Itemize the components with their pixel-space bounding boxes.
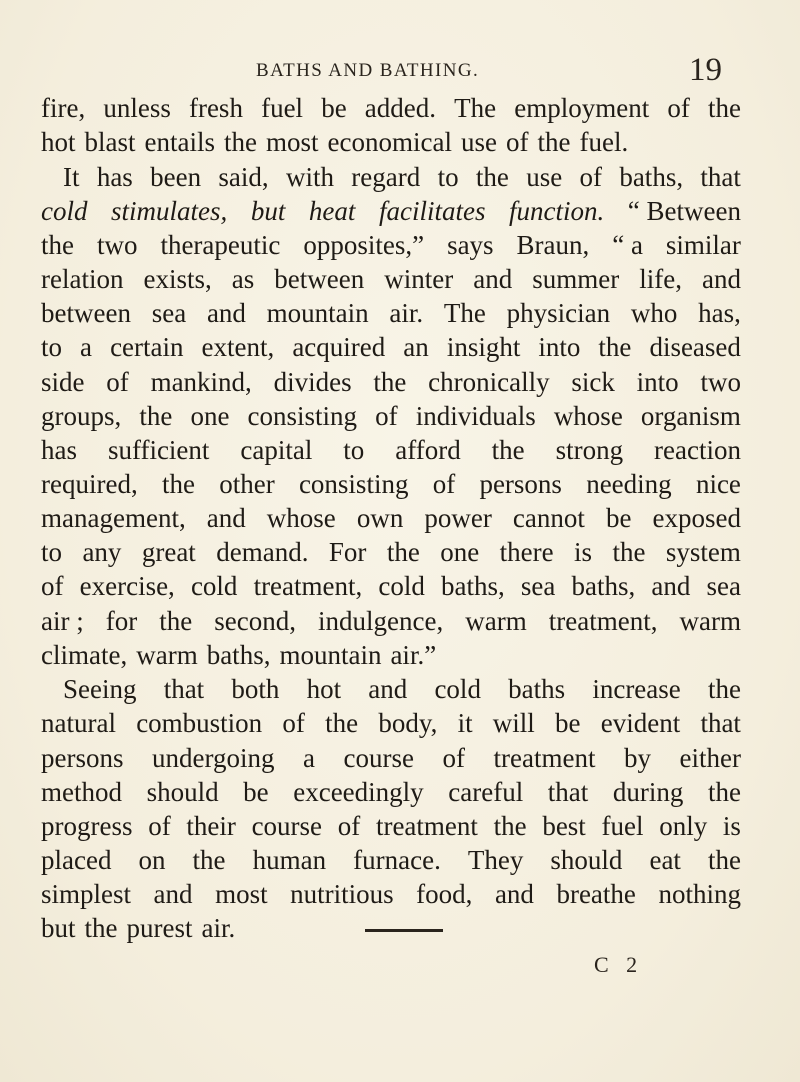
word: into — [538, 332, 581, 362]
text-line — [41, 810, 741, 842]
word: employment — [514, 93, 650, 123]
word: the — [707, 674, 741, 704]
word: both — [231, 674, 280, 704]
word: says — [447, 230, 494, 260]
word: persons — [479, 469, 562, 499]
word: consisting — [247, 401, 358, 431]
text-line — [63, 161, 741, 193]
word: and — [153, 879, 193, 909]
word: nothing — [658, 879, 741, 909]
word: required, — [41, 469, 138, 499]
word: two — [700, 367, 741, 397]
word: second, — [214, 606, 296, 636]
word: of — [148, 811, 171, 841]
word: the — [161, 469, 195, 499]
text-line — [41, 639, 741, 671]
word: and — [651, 571, 691, 601]
word: should — [146, 777, 219, 807]
word: to — [41, 537, 63, 567]
word: mankind, — [150, 367, 252, 397]
word: power — [424, 503, 492, 533]
word: between — [274, 264, 365, 294]
word: to — [343, 435, 365, 465]
word: be — [605, 503, 632, 533]
word: the — [224, 127, 257, 157]
word: who — [630, 298, 678, 328]
word: any — [82, 537, 122, 567]
word: the — [475, 162, 509, 192]
text-line — [41, 570, 741, 602]
word: cold — [434, 674, 481, 704]
word: there — [499, 537, 554, 567]
word: afford — [395, 435, 461, 465]
word: baths, — [441, 571, 505, 601]
word: natural — [41, 708, 116, 738]
word: treatment, — [548, 606, 658, 636]
word: warm — [136, 640, 198, 670]
word: whose — [266, 503, 336, 533]
word: cold — [378, 571, 425, 601]
word: for — [105, 606, 138, 636]
word: of — [505, 127, 529, 157]
word: indulgence, — [318, 606, 444, 636]
word: is — [574, 537, 593, 567]
word: and — [206, 503, 246, 533]
word: baths — [508, 674, 566, 704]
word: persons — [41, 743, 124, 773]
word: system — [665, 537, 741, 567]
word: chronically — [428, 367, 550, 397]
word: that — [700, 708, 741, 738]
word: the — [192, 845, 226, 875]
word: strong — [555, 435, 624, 465]
word: fresh — [188, 93, 243, 123]
word: but — [250, 196, 286, 226]
text-line — [41, 434, 741, 466]
word: furnace. — [353, 845, 441, 875]
word: careful — [448, 777, 524, 807]
word: reaction — [654, 435, 741, 465]
word: nice — [695, 469, 741, 499]
word: the — [159, 606, 193, 636]
word: mountain — [266, 298, 369, 328]
word: during — [612, 777, 684, 807]
word: fuel — [261, 93, 304, 123]
word: been — [150, 162, 202, 192]
word: one — [440, 537, 480, 567]
word: into — [636, 367, 679, 397]
word: side — [41, 367, 85, 397]
word: insight — [446, 332, 521, 362]
word: acquired — [292, 332, 386, 362]
word: great — [141, 537, 196, 567]
word: is — [722, 811, 741, 841]
word: function. — [509, 196, 605, 226]
word: exceedingly — [293, 777, 424, 807]
section-rule — [365, 929, 443, 932]
word: Seeing — [63, 674, 137, 704]
word: The — [443, 298, 486, 328]
word: be — [555, 708, 581, 738]
word: only — [659, 811, 708, 841]
word: sea — [706, 571, 741, 601]
word: course — [251, 811, 323, 841]
word: exists, — [143, 264, 212, 294]
word: evident — [600, 708, 681, 738]
word: increase — [592, 674, 681, 704]
word: and — [494, 879, 534, 909]
word: nutritious — [290, 879, 394, 909]
word: stimulates, — [111, 196, 228, 226]
word: sufficient — [107, 435, 210, 465]
word: individuals — [415, 401, 536, 431]
word: regard — [351, 162, 421, 192]
word: undergoing — [152, 743, 275, 773]
word: on — [138, 845, 166, 875]
word: breathe — [556, 879, 636, 909]
word: sick — [571, 367, 615, 397]
word: other — [219, 469, 275, 499]
word: of — [442, 743, 466, 773]
word: best — [542, 811, 586, 841]
text-line — [41, 229, 741, 261]
word: progress — [41, 811, 133, 841]
text-line — [41, 536, 741, 568]
text-line — [63, 673, 741, 705]
word: whose — [553, 401, 623, 431]
word: their — [186, 811, 236, 841]
word: warm — [465, 606, 527, 636]
word: own — [356, 503, 404, 533]
word: by — [624, 743, 651, 773]
word: extent, — [201, 332, 275, 362]
word: baths, — [206, 640, 271, 670]
word: most — [266, 127, 319, 157]
word: most — [215, 879, 268, 909]
word: of — [337, 811, 361, 841]
word: It — [63, 162, 80, 192]
word: of — [106, 367, 129, 397]
word: human — [252, 845, 327, 875]
text-line — [41, 742, 741, 774]
word: sea — [151, 298, 187, 328]
word: to — [41, 332, 63, 362]
text-line — [41, 776, 741, 808]
text-line — [41, 297, 741, 329]
text-line — [41, 195, 741, 227]
word: placed — [41, 845, 112, 875]
word: divides — [273, 367, 352, 397]
word: an — [403, 332, 429, 362]
word: has, — [698, 298, 741, 328]
word: hot — [41, 127, 76, 157]
word: air. — [389, 298, 424, 328]
text-line — [41, 878, 741, 910]
word: the — [537, 127, 571, 157]
word: use — [460, 127, 497, 157]
word: baths, — [571, 571, 636, 601]
word: a — [303, 743, 316, 773]
word: fuel — [601, 811, 644, 841]
word: winter — [384, 264, 454, 294]
word: needing — [586, 469, 672, 499]
text-line — [41, 92, 741, 124]
word: groups, — [41, 401, 122, 431]
word: the — [41, 230, 74, 260]
word: between — [41, 298, 131, 328]
word: and — [702, 264, 741, 294]
word: be — [243, 777, 269, 807]
word: and — [206, 298, 246, 328]
word: one — [190, 401, 230, 431]
word: either — [679, 743, 741, 773]
word: For — [328, 537, 367, 567]
running-head: BATHS AND BATHING. — [256, 60, 480, 81]
word: demand. — [216, 537, 309, 567]
word: Braun, — [516, 230, 590, 260]
word: of — [375, 401, 398, 431]
word: relation — [41, 264, 124, 294]
word: exposed — [652, 503, 741, 533]
word: therapeutic — [160, 230, 281, 260]
word: the — [373, 367, 407, 397]
word: method — [41, 777, 122, 807]
word: be — [321, 93, 347, 123]
text-line — [41, 844, 741, 876]
word: hot — [306, 674, 342, 704]
word: eat — [649, 845, 681, 875]
word: life, — [639, 264, 682, 294]
word: air ; — [41, 606, 84, 636]
word: of — [667, 93, 690, 123]
word: but — [41, 913, 76, 943]
word: the — [386, 537, 420, 567]
word: consisting — [298, 469, 409, 499]
word: the — [612, 537, 646, 567]
text-line — [41, 400, 741, 432]
word: cold — [41, 196, 88, 226]
word: the — [598, 332, 632, 362]
text-line — [41, 707, 741, 739]
word: of — [282, 708, 305, 738]
word: sea — [520, 571, 556, 601]
word: economical — [327, 127, 452, 157]
word: treatment — [493, 743, 596, 773]
word: and — [368, 674, 408, 704]
word: organism — [640, 401, 741, 431]
word: fuel. — [579, 127, 629, 157]
word: air. — [201, 913, 236, 943]
text-line — [41, 366, 741, 398]
word: blast — [84, 127, 136, 157]
text-line — [41, 912, 741, 944]
word: two — [96, 230, 138, 260]
word: to — [437, 162, 459, 192]
word: that — [163, 674, 205, 704]
word: the — [139, 401, 173, 431]
word: with — [285, 162, 334, 192]
word: cold — [190, 571, 238, 601]
word: simplest — [41, 879, 132, 909]
word: “ a — [612, 230, 643, 260]
word: as — [231, 264, 255, 294]
word: opposites,” — [303, 230, 425, 260]
word: the — [491, 435, 525, 465]
word: combustion — [136, 708, 263, 738]
word: that — [700, 162, 741, 192]
word: the — [325, 708, 359, 738]
word: purest — [126, 913, 193, 943]
text-line — [41, 331, 741, 363]
word: said, — [218, 162, 269, 192]
word: similar — [665, 230, 741, 260]
text-line — [41, 126, 741, 158]
word: treatment, — [253, 571, 363, 601]
word: has — [96, 162, 133, 192]
word: added. — [364, 93, 437, 123]
word: climate, — [41, 640, 128, 670]
word: will — [492, 708, 535, 738]
word: of — [432, 469, 456, 499]
word: course — [343, 743, 414, 773]
word: diseased — [649, 332, 741, 362]
word: unless — [103, 93, 171, 123]
word: The — [454, 93, 497, 123]
word: the — [84, 913, 118, 943]
word: the — [707, 777, 741, 807]
word: of — [579, 162, 603, 192]
word: summer — [532, 264, 620, 294]
word: warm — [679, 606, 741, 636]
word: body, — [378, 708, 438, 738]
word: heat — [308, 196, 356, 226]
word: management, — [41, 503, 186, 533]
text-line — [41, 468, 741, 500]
word: use — [526, 162, 563, 192]
page-number: 19 — [689, 52, 722, 88]
word: certain — [110, 332, 184, 362]
word: the — [707, 93, 741, 123]
word: food, — [416, 879, 473, 909]
word: air.” — [390, 640, 437, 670]
word: exercise, — [79, 571, 175, 601]
word: capital — [240, 435, 313, 465]
word: mountain — [279, 640, 382, 670]
word: physician — [506, 298, 611, 328]
word: the — [493, 811, 527, 841]
text-line — [41, 502, 741, 534]
signature-mark: C 2 — [594, 952, 644, 977]
word: treatment — [375, 811, 478, 841]
word: entails — [144, 127, 215, 157]
word: that — [547, 777, 589, 807]
word: They — [467, 845, 524, 875]
word: “ Between — [627, 196, 741, 226]
word: of — [41, 571, 64, 601]
word: facilitates — [378, 196, 486, 226]
word: fire, — [41, 93, 86, 123]
word: should — [550, 845, 623, 875]
word: it — [457, 708, 473, 738]
text-line — [41, 605, 741, 637]
word: baths, — [619, 162, 684, 192]
word: cannot — [512, 503, 585, 533]
word: has — [41, 435, 77, 465]
text-line — [41, 263, 741, 295]
word: the — [708, 845, 741, 875]
word: a — [80, 332, 93, 362]
word: and — [473, 264, 513, 294]
